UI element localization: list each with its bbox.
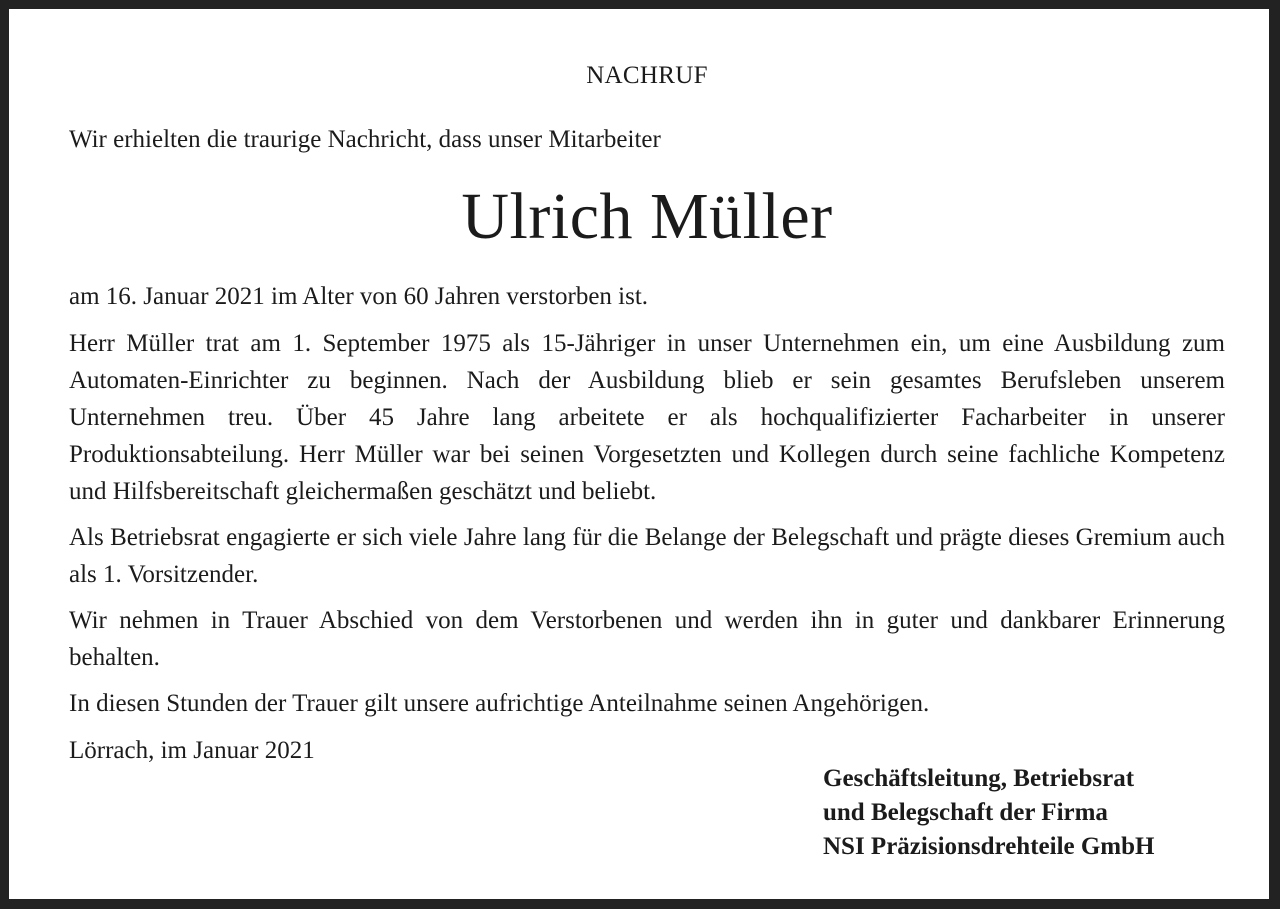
paragraph-career: Herr Müller trat am 1. September 1975 als 15-Jähriger in unser Unternehmen ein, um eine Ausbildung zum Automaten-Einrichter zu beginnen. Nach der Ausbildung blieb er sein gesamtes Berufsleben unserem Unternehmen treu. Über 45 Jahre lang arbeitete er als hochqualifizierter Facharbeiter in unserer Produktionsabteilung. Herr Müller war bei seinen Vorgesetzten und Kollegen durch seine fachliche Kompetenz und Hilfsbereitschaft gleichermaßen geschätzt und beliebt. xyxy=(69,330,1225,505)
signature-block xyxy=(823,762,1154,864)
signature-line: Geschäftsleitung, Betriebsrat xyxy=(823,765,1135,792)
signature-line: NSI Präzisionsdrehteile GmbH xyxy=(823,833,1155,860)
signature-line: und Belegschaft der Firma xyxy=(823,799,1108,826)
paragraph-farewell: Wir nehmen in Trauer Abschied von dem Verstorbenen und werden ihn in guter und dankbarer Erinnerung behalten. xyxy=(69,607,1225,671)
paragraph-condolence: In diesen Stunden der Trauer gilt unsere aufrichtige Anteilnahme seinen Angehörigen. xyxy=(69,690,930,717)
place-date: Lörrach, im Januar 2021 xyxy=(69,737,315,764)
notice-heading: NACHRUF xyxy=(586,62,708,89)
intro-text: Wir erhielten die traurige Nachricht, dass unser Mitarbeiter xyxy=(69,126,661,153)
deceased-name: Ulrich Müller xyxy=(461,180,833,253)
death-line: am 16. Januar 2021 im Alter von 60 Jahren verstorben ist. xyxy=(69,283,649,310)
paragraph-works-council: Als Betriebsrat engagierte er sich viele Jahre lang für die Belange der Belegschaft und prägte dieses Gremium auch als 1. Vorsitzender. xyxy=(69,524,1225,588)
